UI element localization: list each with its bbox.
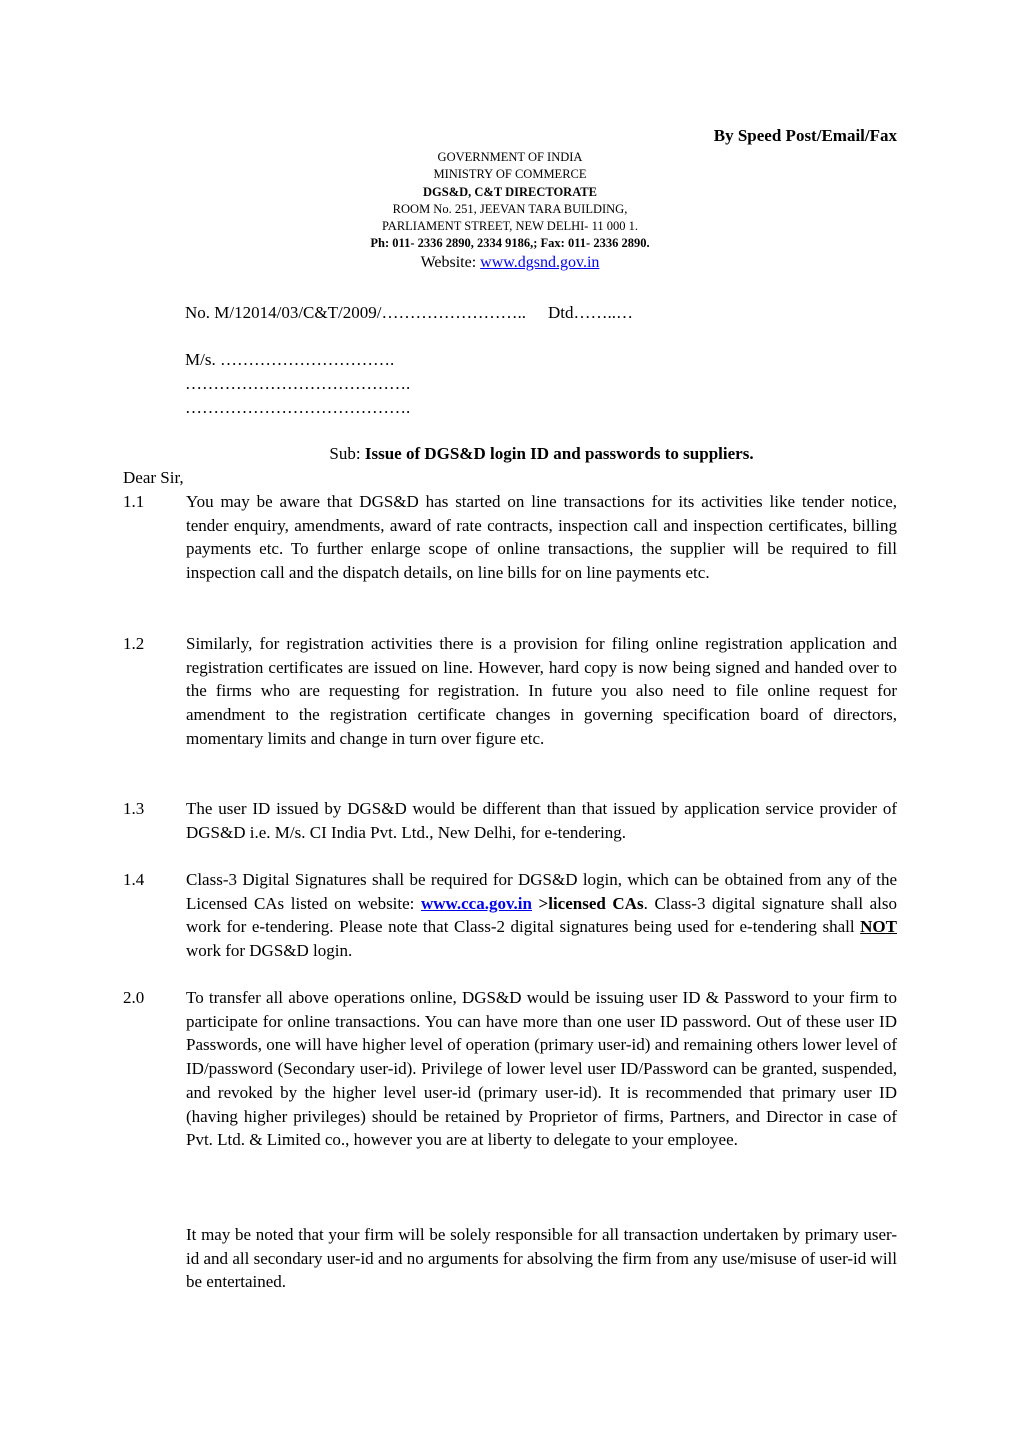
paragraph-text: To transfer all above operations online, DGS&D would be issuing user ID & Password to your firm to participate for online transactions. You can have more than one user ID password. Out of these user ID Passwords, one will have higher level of operation (primary user-id) and remaining others lower level of ID/password (Secondary user-id). Privilege of lower level user ID/Password can be granted, suspended, and revoked by the higher level user-id (primary user-id). It is recommended that primary user ID (having higher privileges) should be retained by Proprietor of firms, Partners, and Director in case of Pvt. Ltd. & Limited co., however you are at liberty to delegate to your employee. bbox=[186, 988, 897, 1150]
subject-text: Issue of DGS&D login ID and passwords to suppliers. bbox=[364, 444, 754, 463]
paragraph-text: You may be aware that DGS&D has started on line transactions for its activities like tender notice, tender enquiry, amendments, award of rate contracts, inspection call and inspection certificates, billing payments etc. To further enlarge scope of online transactions, the supplier will be required to fill inspection call and the dispatch details, on line bills for on line payments etc. bbox=[186, 492, 897, 583]
letterhead-website bbox=[0, 253, 1020, 275]
paragraph-number: 2.0 bbox=[123, 988, 145, 1007]
reference-number: No. M/12014/03/C&T/2009/…………………….. bbox=[185, 303, 526, 322]
paragraph-1-2 bbox=[123, 632, 897, 751]
letterhead-address-line-1: ROOM No. 251, JEEVAN TARA BUILDING, bbox=[392, 201, 628, 216]
addressee-line-2: …………………………………. bbox=[185, 374, 411, 393]
not-emphasis: NOT bbox=[860, 917, 897, 937]
paragraph-number: 1.3 bbox=[123, 799, 145, 818]
letterhead-directorate: DGS&D, C&T DIRECTORATE bbox=[423, 184, 597, 199]
letterhead-government: GOVERNMENT OF INDIA bbox=[437, 150, 583, 164]
paragraph-number: 1.1 bbox=[123, 492, 145, 511]
letterhead-address-line-2: PARLIAMENT STREET, NEW DELHI- 11 000 1. bbox=[381, 219, 638, 234]
letterhead-phone-fax: Ph: 011- 2336 2890, 2334 9186,; Fax: 011- 2336 2890. bbox=[370, 236, 650, 251]
letterhead-ministry: MINISTRY OF COMMERCE bbox=[433, 167, 587, 182]
paragraph-number: 1.2 bbox=[123, 634, 145, 653]
addressee-line-3: …………………………………. bbox=[185, 398, 411, 417]
reference-line bbox=[185, 303, 633, 323]
paragraph-text-part: Class-3 Digital Signatures shall be required for DGS&D login, which can be obtained from any of the Licensed CAs listed on website: bbox=[186, 870, 897, 913]
paragraph-2-0 bbox=[123, 986, 897, 1152]
cca-website-link[interactable]: www.cca.gov.in bbox=[420, 893, 532, 913]
paragraph-text-part: . Class-3 digital signature shall also work for e-tendering. Please note that Class-2 digital signatures being used for e-tendering shall bbox=[186, 893, 898, 937]
paragraph-1-1 bbox=[123, 490, 897, 585]
paragraph-text-part: work for DGS&D login. bbox=[186, 941, 353, 961]
paragraph-note bbox=[186, 1223, 897, 1294]
paragraph-1-3 bbox=[123, 797, 897, 844]
subject-line bbox=[0, 444, 1020, 464]
salutation: Dear Sir, bbox=[123, 468, 184, 487]
paragraph-1-4 bbox=[123, 868, 897, 963]
paragraph-text bbox=[186, 868, 897, 963]
paragraph-number: 1.4 bbox=[123, 870, 145, 889]
licensed-cas-label: >licensed CAs bbox=[531, 893, 644, 913]
addressee-line-1: M/s. …………………………. bbox=[185, 350, 395, 369]
dispatch-mode: By Speed Post/Email/Fax bbox=[713, 126, 897, 145]
website-label: Website: bbox=[420, 253, 481, 271]
paragraph-text: It may be noted that your firm will be solely responsible for all transaction undertaken by primary user-id and all secondary user-id and no arguments for absolving the firm from any use/misuse of user-id will be entertained. bbox=[186, 1225, 897, 1292]
paragraph-text: The user ID issued by DGS&D would be different than that issued by application service provider of DGS&D i.e. M/s. CI India Pvt. Ltd., New Delhi, for e-tendering. bbox=[186, 799, 897, 842]
subject-label: Sub: bbox=[329, 444, 365, 463]
paragraph-text: Similarly, for registration activities there is a provision for filing online registration application and registration certificates are issued on line. However, hard copy is now being signed and handed over to the firms who are requesting for registration. In future you also need to file online request for amendment to the registration certificate changes in governing specification board of directors, momentary limits and change in turn over figure etc. bbox=[186, 634, 897, 748]
reference-date: Dtd……..… bbox=[547, 303, 633, 322]
letterhead bbox=[0, 149, 1020, 275]
website-link[interactable]: www.dgsnd.gov.in bbox=[480, 253, 600, 271]
